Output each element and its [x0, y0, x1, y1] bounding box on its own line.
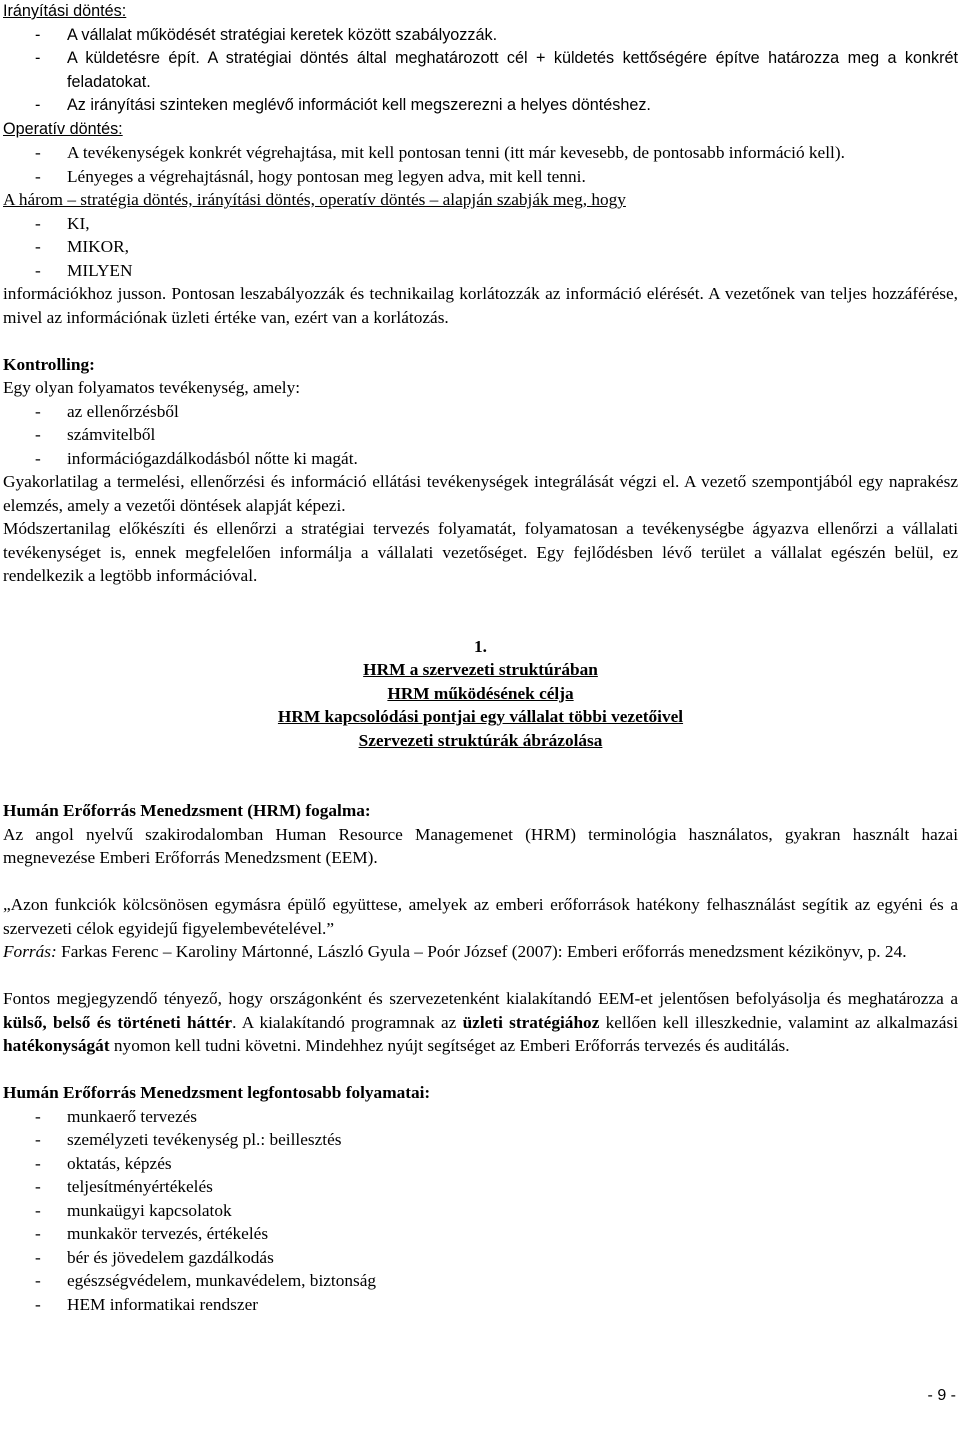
list-item: - A küldetésre épít. A stratégiai döntés által meghatározott cél + küldetés kettőségére építve határozza meg a konkrét feladatokat.: [35, 49, 958, 91]
source-label: Forrás:: [3, 942, 57, 961]
list-item: - információgazdálkodásból nőtte ki magát.: [35, 448, 358, 468]
quote: „Azon funkciók kölcsönösen egymásra épülő együttese, amelyek az emberi erőforrások hatékony felhasználást segítik az egyéni és a szervezeti célok egyidejű figyelembevételével.”: [3, 895, 958, 938]
list-item: - bér és jövedelem gazdálkodás: [35, 1247, 274, 1267]
list-item: - személyzeti tevékenység pl.: beillesztés: [35, 1130, 342, 1149]
list-item: - oktatás, képzés: [35, 1153, 172, 1173]
list-item: - MIKOR,: [35, 237, 129, 256]
section-heading: Operatív döntés:: [3, 119, 123, 138]
section-heading: Irányítási döntés:: [3, 2, 127, 20]
paragraph: Módszertanilag előkészíti és ellenőrzi a stratégiai tervezés folyamatát, folyamatosan a tevékenységbe ágyazva ellenőrzi a vállalati tevékenységet is, ennek megfelelően informálja a vállalati vezetőséget. Egy fejlődésben lévő terület a vállalat egészén belül, ez rendelkezik a legtöbb információval.: [3, 519, 958, 585]
list-item: - munkakör tervezés, értékelés: [35, 1224, 269, 1243]
section-intro: A három – stratégia döntés, irányítási döntés, operatív döntés – alapján szabják meg, hogy: [3, 190, 626, 209]
paragraph: információkhoz jusson. Pontosan leszabályozzák és technikailag korlátozzák az információ elérését. A vezetőnek van teljes hozzáférése, mivel az információnak üzleti értéke van, ezért van a korlátozás.: [3, 284, 958, 327]
list-item: - HEM informatikai rendszer: [35, 1294, 258, 1314]
chapter-title: HRM működésének célja: [387, 683, 574, 703]
paragraph: Az angol nyelvű szakirodalomban Human Resource Managemenet (HRM) terminológia használatos, gyakran használt hazai megnevezése Emberi Erőforrás Menedzsment (EEM).: [3, 824, 958, 867]
page-number: - 9 -: [927, 1387, 956, 1404]
list-item: - KI,: [35, 213, 90, 233]
chapter-number: 1.: [474, 636, 487, 656]
list-item: - A tevékenységek konkrét végrehajtása, mit kell pontosan tenni (itt már kevesebb, de pontosabb információ kell).: [35, 143, 845, 162]
list-item: - egészségvédelem, munkavédelem, biztonság: [35, 1271, 377, 1290]
source-citation: Forrás: Farkas Ferenc – Karoliny Mártonné, László Gyula – Poór József (2007): Emberi erőforrás menedzsment kézikönyv, p. 24.: [3, 942, 907, 961]
section-operativ-dontes: [3, 118, 958, 142]
list-item: - Lényeges a végrehajtásnál, hogy pontosan meg legyen adva, mit kell tenni.: [35, 166, 586, 186]
section-heading: Kontrolling:: [3, 354, 95, 374]
list-item: - számvitelből: [35, 425, 156, 444]
section-heading: Humán Erőforrás Menedzsment legfontosabb folyamatai:: [3, 1083, 431, 1102]
chapter-title: Szervezeti struktúrák ábrázolása: [358, 730, 603, 750]
section-heading: Humán Erőforrás Menedzsment (HRM) fogalma:: [3, 801, 371, 820]
chapter-title: HRM kapcsolódási pontjai egy vállalat többi vezetőivel: [277, 707, 684, 726]
list-item: - munkaerő tervezés: [35, 1106, 198, 1126]
chapter-title: HRM a szervezeti struktúrában: [363, 660, 598, 679]
paragraph: Egy olyan folyamatos tevékenység, amely:: [3, 378, 301, 397]
list-item: - Az irányítási szinteken meglévő információt kell megszerezni a helyes döntéshez.: [35, 96, 651, 114]
list-item: - munkaügyi kapcsolatok: [35, 1200, 232, 1220]
paragraph: Fontos megjegyzendő tényező, hogy országonként és szervezetenként kialakítandó EEM-et jelentősen befolyásolja és meghatározza a külső, belső és történeti háttér. A kialakítandó programnak az üzleti stratégiához kellően kell illeszkednie, valamint az alkalmazási hatékonyságát nyomon kell tudni követni. Mindehhez nyújt segítséget az Emberi Erőforrás tervezés és auditálás.: [3, 989, 958, 1055]
list-item: - A vállalat működését stratégiai keretek között szabályozzák.: [35, 25, 498, 44]
section-iranyitasi-dontes: [3, 0, 958, 118]
list-item: - MILYEN: [35, 260, 133, 280]
list-item: - teljesítményértékelés: [35, 1177, 213, 1196]
document-page: [3, 0, 958, 1316]
list-item: - az ellenőrzésből: [35, 401, 179, 421]
paragraph: Gyakorlatilag a termelési, ellenőrzési és információ ellátási tevékenységek integrálását végzi el. A vezető szempontjából egy naprakész elemzés, amely a vezetői döntések alapját képezi.: [3, 472, 958, 515]
